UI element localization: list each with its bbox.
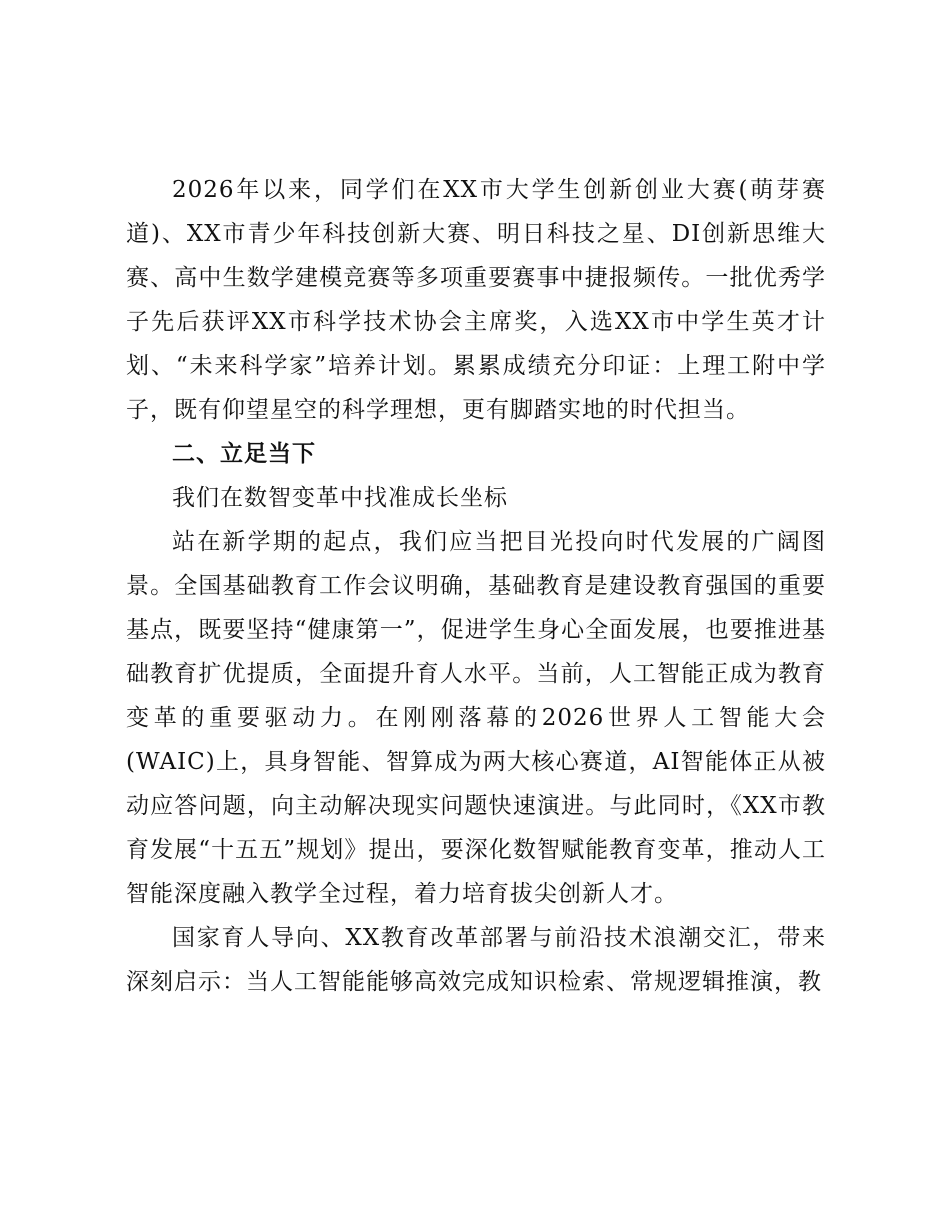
paragraph-insight: 国家育人导向、XX教育改革部署与前沿技术浪潮交汇，带来深刻启示：当人工智能能够高效完成知识检索、常规逻辑推演，教 bbox=[126, 925, 826, 995]
section-heading: 二、立足当下 bbox=[172, 441, 316, 467]
paragraph-education-transformation: 站在新学期的起点，我们应当把目光投向时代发展的广阔图景。全国基础教育工作会议明确，基础教育是建设教育强国的重要基点，既要坚持“健康第一”，促进学生身心全面发展，也要推进基础教育扩优提质，全面提升育人水平。当前，人工智能正成为教育变革的重要驱动力。在刚刚落幕的2026世界人工智能大会(WAIC)上，具身智能、智算成为两大核心赛道，AI智能体正从被动应答问题，向主动解决现实问题快速演进。与此同时，《XX市教育发展“十五五”规划》提出，要深化数智赋能教育变革，推动人工智能深度融入教学全过程，着力培育拔尖创新人才。 bbox=[126, 529, 826, 907]
section-subheading: 我们在数智变革中找准成长坐标 bbox=[172, 485, 508, 511]
document-body bbox=[126, 168, 826, 1004]
paragraph-competition-achievements: 2026年以来，同学们在XX市大学生创新创业大赛(萌芽赛道)、XX市青少年科技创新大赛、明日科技之星、DI创新思维大赛、高中生数学建模竞赛等多项重要赛事中捷报频传。一批优秀学子先后获评XX市科学技术协会主席奖，入选XX市中学生英才计划、“未来科学家”培养计划。累累成绩充分印证：上理工附中学子，既有仰望星空的科学理想，更有脚踏实地的时代担当。 bbox=[126, 177, 826, 423]
